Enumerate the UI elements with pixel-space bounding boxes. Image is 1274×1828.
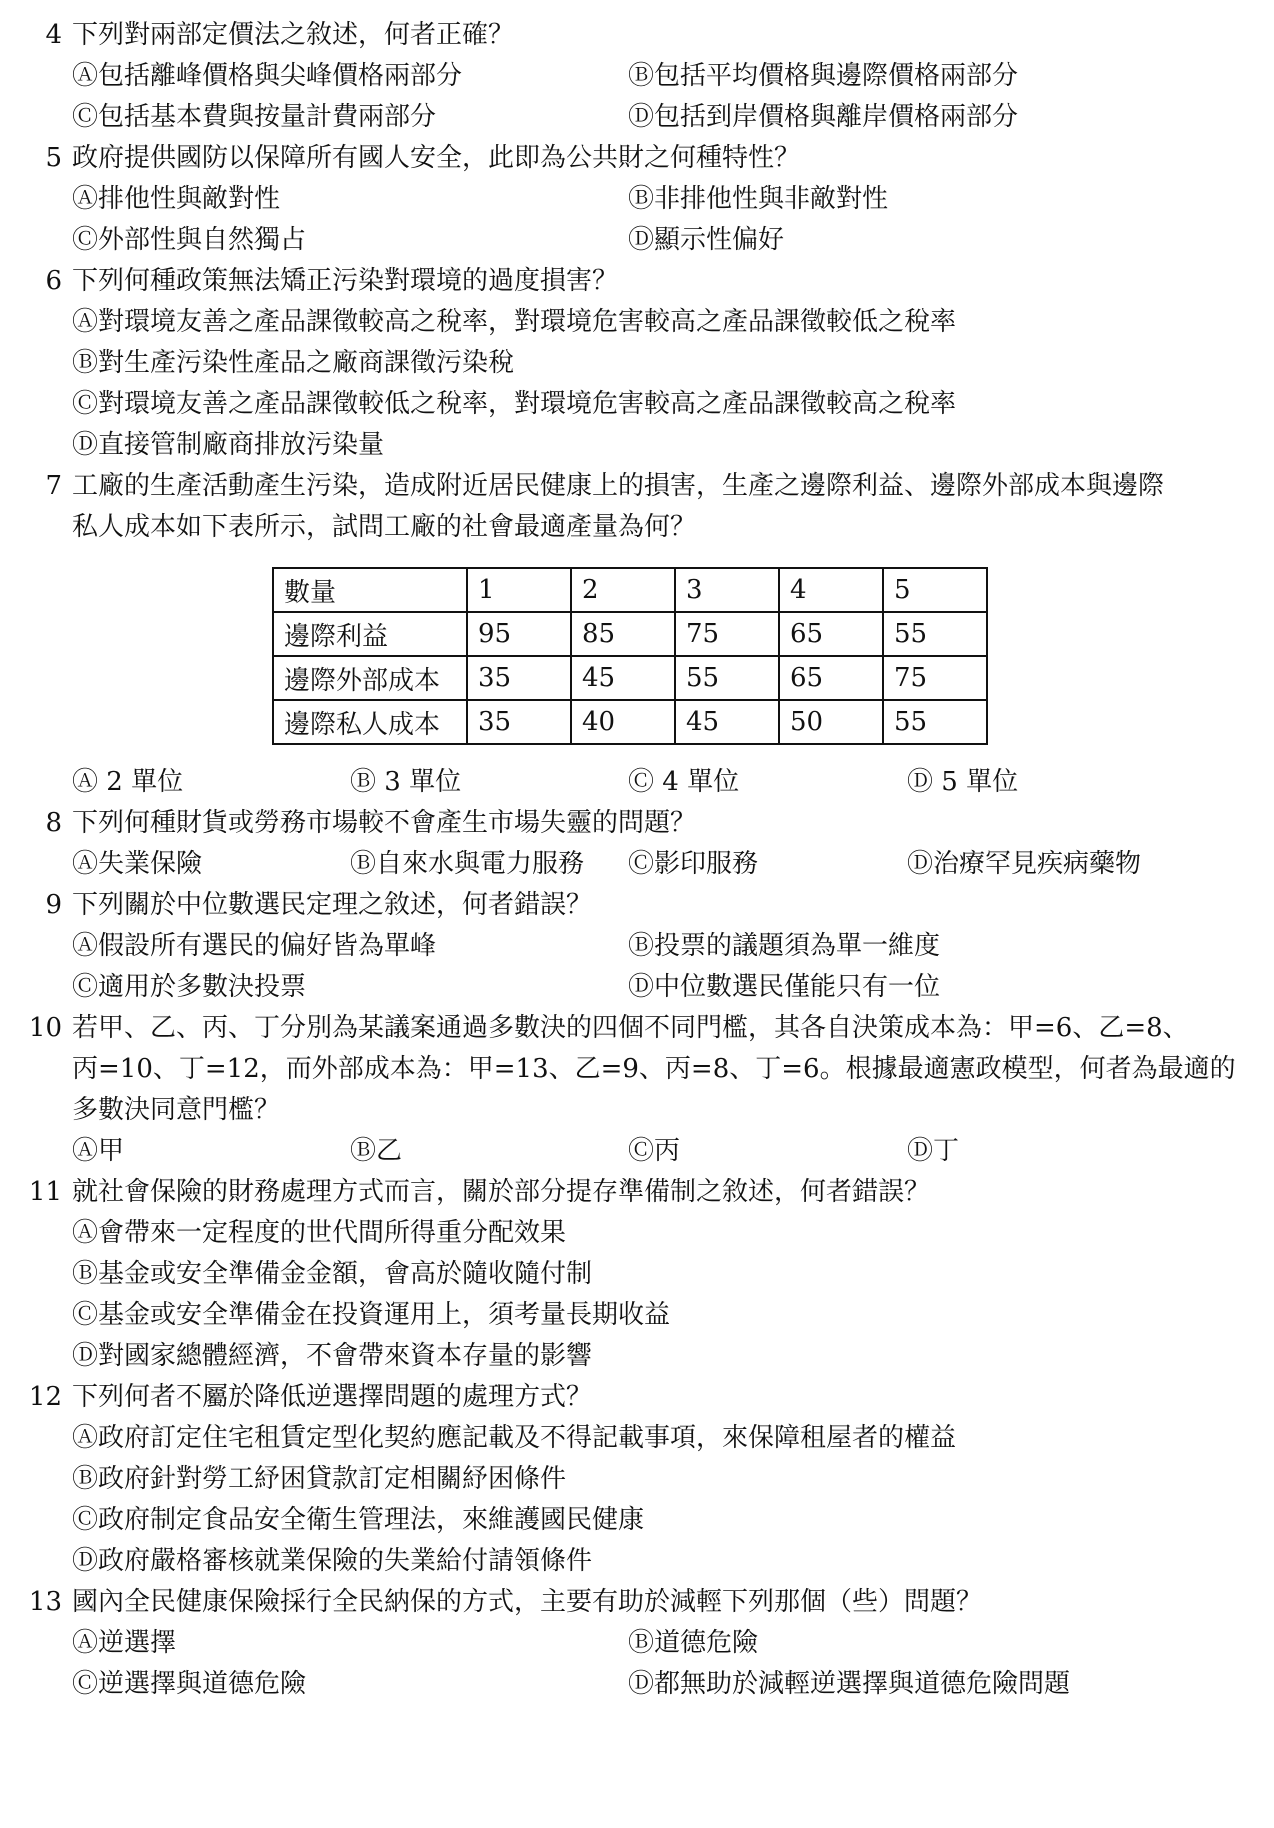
options-row	[72, 1541, 1257, 1582]
table-cell: 邊際外部成本	[273, 656, 467, 700]
question-text: 就社會保險的財務處理方式而言，關於部分提存準備制之敘述，何者錯誤？	[72, 1177, 931, 1207]
option-b[interactable]: Ⓑ自來水與電力服務	[350, 849, 585, 879]
table-cell: 75	[883, 656, 987, 700]
table-cell: 55	[883, 700, 987, 744]
options-row	[72, 844, 1257, 885]
table-cell: 45	[571, 656, 675, 700]
option-c[interactable]: Ⓒ對環境友善之產品課徵較低之稅率，對環境危害較高之產品課徵較高之稅率	[72, 389, 957, 419]
question-number: 7	[45, 471, 62, 501]
options-row	[72, 1131, 1257, 1172]
options-row	[72, 179, 1257, 220]
option-d[interactable]: Ⓓ包括到岸價格與離岸價格兩部分	[628, 102, 1019, 132]
options-row	[72, 384, 1257, 425]
options-row	[72, 1213, 1257, 1254]
options-row	[72, 1254, 1257, 1295]
question-text: 下列關於中位數選民定理之敘述，何者錯誤？	[72, 890, 593, 920]
table-cell: 55	[675, 656, 779, 700]
question-text: 下列對兩部定價法之敘述，何者正確？	[72, 20, 515, 50]
option-c[interactable]: Ⓒ丙	[628, 1136, 681, 1166]
question-text-line-2: 丙=10、丁=12，而外部成本為：甲=13、乙=9、丙=8、丁=6。根據最適憲政模型，何者為最適的	[72, 1054, 1236, 1084]
table-cell: 85	[571, 612, 675, 656]
option-a[interactable]: Ⓐ對環境友善之產品課徵較高之稅率，對環境危害較高之產品課徵較低之稅率	[72, 307, 957, 337]
option-c[interactable]: Ⓒ 4 單位	[628, 767, 740, 797]
option-d[interactable]: Ⓓ中位數選民僅能只有一位	[628, 972, 941, 1002]
question-number: 5	[45, 143, 62, 173]
options-row	[72, 1459, 1257, 1500]
table-cell: 55	[883, 612, 987, 656]
table-cell: 3	[675, 568, 779, 612]
option-a[interactable]: Ⓐ甲	[72, 1136, 125, 1166]
table-cell: 40	[571, 700, 675, 744]
table-cell: 5	[883, 568, 987, 612]
option-b[interactable]: Ⓑ對生產污染性產品之廠商課徵污染稅	[72, 348, 515, 378]
option-d[interactable]: Ⓓ對國家總體經濟，不會帶來資本存量的影響	[72, 1341, 593, 1371]
options-row	[72, 1418, 1257, 1459]
table-row	[273, 656, 987, 700]
table-cell: 50	[779, 700, 883, 744]
option-a[interactable]: Ⓐ 2 單位	[72, 767, 184, 797]
table-cell: 75	[675, 612, 779, 656]
table-cell: 1	[467, 568, 571, 612]
options-row	[72, 967, 1257, 1008]
table-cell: 35	[467, 700, 571, 744]
question-text: 下列何者不屬於降低逆選擇問題的處理方式？	[72, 1382, 593, 1412]
options-row	[72, 1336, 1257, 1377]
option-a[interactable]: Ⓐ排他性與敵對性	[72, 184, 281, 214]
table-cell: 45	[675, 700, 779, 744]
option-b[interactable]: Ⓑ非排他性與非敵對性	[628, 184, 889, 214]
options-row	[72, 425, 1257, 466]
question-text: 下列何種財貨或勞務市場較不會產生市場失靈的問題？	[72, 808, 697, 838]
option-b[interactable]: Ⓑ基金或安全準備金金額，會高於隨收隨付制	[72, 1259, 593, 1289]
question-number: 9	[45, 890, 62, 920]
option-d[interactable]: Ⓓ都無助於減輕逆選擇與道德危險問題	[628, 1669, 1071, 1699]
table-cell: 95	[467, 612, 571, 656]
options-row	[72, 97, 1257, 138]
question-number: 8	[45, 808, 62, 838]
option-d[interactable]: Ⓓ治療罕見疾病藥物	[907, 849, 1142, 879]
table-cell: 65	[779, 612, 883, 656]
question-number: 6	[45, 266, 62, 296]
option-a[interactable]: Ⓐ會帶來一定程度的世代間所得重分配效果	[72, 1218, 567, 1248]
options-row	[72, 926, 1257, 967]
table-cell: 2	[571, 568, 675, 612]
question-number: 13	[28, 1587, 62, 1617]
question-number: 11	[28, 1177, 62, 1207]
options-row	[72, 343, 1257, 384]
question-number: 4	[45, 20, 62, 50]
option-b[interactable]: Ⓑ包括平均價格與邊際價格兩部分	[628, 61, 1019, 91]
question-text: 政府提供國防以保障所有國人安全，此即為公共財之何種特性？	[72, 143, 801, 173]
question-number: 12	[28, 1382, 62, 1412]
option-b[interactable]: Ⓑ投票的議題須為單一維度	[628, 931, 941, 961]
option-d[interactable]: Ⓓ丁	[907, 1136, 960, 1166]
question-text-line-1: 工廠的生產活動產生污染，造成附近居民健康上的損害，生產之邊際利益、邊際外部成本與邊際	[72, 471, 1165, 501]
data-table	[272, 567, 988, 745]
question-text: 國內全民健康保險採行全民納保的方式，主要有助於減輕下列那個（些）問題？	[72, 1587, 983, 1617]
option-b[interactable]: Ⓑ 3 單位	[350, 767, 462, 797]
table-cell: 35	[467, 656, 571, 700]
options-row	[72, 1500, 1257, 1541]
question-text-line-2: 私人成本如下表所示，試問工廠的社會最適產量為何？	[72, 512, 697, 542]
option-c[interactable]: Ⓒ適用於多數決投票	[72, 972, 307, 1002]
option-d[interactable]: Ⓓ直接管制廠商排放污染量	[72, 430, 385, 460]
option-d[interactable]: Ⓓ顯示性偏好	[628, 225, 785, 255]
table-cell: 邊際利益	[273, 612, 467, 656]
table-cell: 4	[779, 568, 883, 612]
options-row	[72, 1623, 1257, 1664]
option-c[interactable]: Ⓒ逆選擇與道德危險	[72, 1669, 307, 1699]
question-text-line-1: 若甲、乙、丙、丁分別為某議案通過多數決的四個不同門檻，其各自決策成本為：甲=6、乙=8、	[72, 1013, 1189, 1043]
option-a[interactable]: Ⓐ假設所有選民的偏好皆為單峰	[72, 931, 437, 961]
option-c[interactable]: Ⓒ基金或安全準備金在投資運用上，須考量長期收益	[72, 1300, 671, 1330]
option-a[interactable]: Ⓐ包括離峰價格與尖峰價格兩部分	[72, 61, 463, 91]
options-row	[72, 1664, 1257, 1705]
options-row	[72, 220, 1257, 261]
option-a[interactable]: Ⓐ政府訂定住宅租賃定型化契約應記載及不得記載事項，來保障租屋者的權益	[72, 1423, 957, 1453]
option-d[interactable]: Ⓓ 5 單位	[907, 767, 1019, 797]
options-row	[72, 762, 1257, 803]
table-row	[273, 612, 987, 656]
table-header-row	[273, 568, 987, 612]
table-row	[273, 700, 987, 744]
option-b[interactable]: Ⓑ乙	[350, 1136, 403, 1166]
question-text-line-3: 多數決同意門檻？	[72, 1095, 281, 1125]
option-c[interactable]: Ⓒ政府制定食品安全衛生管理法，來維護國民健康	[72, 1505, 645, 1535]
option-c[interactable]: Ⓒ包括基本費與按量計費兩部分	[72, 102, 437, 132]
options-row	[72, 56, 1257, 97]
question-text: 下列何種政策無法矯正污染對環境的過度損害？	[72, 266, 619, 296]
options-row	[72, 302, 1257, 343]
option-d[interactable]: Ⓓ政府嚴格審核就業保險的失業給付請領條件	[72, 1546, 593, 1576]
table-cell: 65	[779, 656, 883, 700]
option-c[interactable]: Ⓒ外部性與自然獨占	[72, 225, 307, 255]
option-c[interactable]: Ⓒ影印服務	[628, 849, 759, 879]
option-b[interactable]: Ⓑ政府針對勞工紓困貸款訂定相關紓困條件	[72, 1464, 567, 1494]
table-cell: 邊際私人成本	[273, 700, 467, 744]
table-cell: 數量	[273, 568, 467, 612]
option-a[interactable]: Ⓐ失業保險	[72, 849, 203, 879]
question-number: 10	[28, 1013, 62, 1043]
options-row	[72, 1295, 1257, 1336]
option-b[interactable]: Ⓑ道德危險	[628, 1628, 759, 1658]
option-a[interactable]: Ⓐ逆選擇	[72, 1628, 177, 1658]
